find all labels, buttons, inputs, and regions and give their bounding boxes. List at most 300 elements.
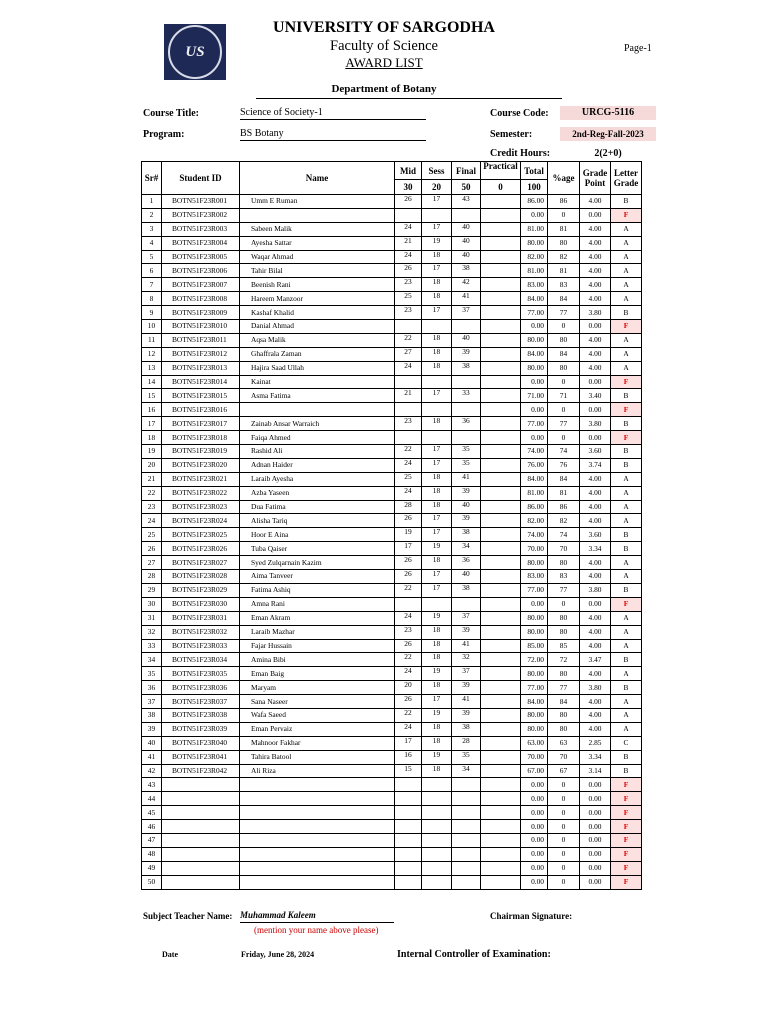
cell-grade-point: 4.00 bbox=[580, 333, 611, 347]
cell-sr: 14 bbox=[142, 375, 162, 389]
cell-practical bbox=[481, 778, 521, 792]
cell-grade-point: 3.34 bbox=[580, 750, 611, 764]
cell-mid: 24 bbox=[395, 361, 422, 375]
cell-final bbox=[452, 403, 481, 417]
cell-practical bbox=[481, 375, 521, 389]
table-row bbox=[142, 806, 642, 820]
cell-grade-point: 0.00 bbox=[580, 875, 611, 889]
cell-sr: 43 bbox=[142, 778, 162, 792]
cell-sr: 22 bbox=[142, 486, 162, 500]
table-row bbox=[142, 764, 642, 778]
cell-letter-grade: C bbox=[611, 736, 642, 750]
cell-sess: 17 bbox=[422, 306, 452, 320]
cell-total: 63.00 bbox=[521, 736, 548, 750]
cell-sr: 21 bbox=[142, 472, 162, 486]
cell-sess bbox=[422, 375, 452, 389]
cell-final: 42 bbox=[452, 278, 481, 292]
cell-percentage: 0 bbox=[548, 320, 580, 334]
cell-letter-grade: F bbox=[611, 806, 642, 820]
cell-mid: 22 bbox=[395, 333, 422, 347]
cell-practical bbox=[481, 333, 521, 347]
cell-grade-point: 4.00 bbox=[580, 236, 611, 250]
cell-student-id bbox=[162, 806, 240, 820]
cell-sr: 5 bbox=[142, 250, 162, 264]
cell-letter-grade: F bbox=[611, 208, 642, 222]
cell-sess: 17 bbox=[422, 458, 452, 472]
cell-letter-grade: A bbox=[611, 695, 642, 709]
cell-total: 76.00 bbox=[521, 458, 548, 472]
cell-grade-point: 4.00 bbox=[580, 556, 611, 570]
table-row bbox=[142, 361, 642, 375]
table-row bbox=[142, 278, 642, 292]
cell-percentage: 67 bbox=[548, 764, 580, 778]
cell-final: 39 bbox=[452, 681, 481, 695]
cell-sr: 39 bbox=[142, 722, 162, 736]
cell-name: Laraib Mazhar bbox=[240, 625, 395, 639]
cell-student-id: BOTN51F23R007 bbox=[162, 278, 240, 292]
cell-sr: 47 bbox=[142, 833, 162, 847]
cell-sr: 42 bbox=[142, 764, 162, 778]
cell-practical bbox=[481, 667, 521, 681]
cell-final: 41 bbox=[452, 639, 481, 653]
cell-sess: 18 bbox=[422, 764, 452, 778]
cell-final: 35 bbox=[452, 445, 481, 459]
cell-percentage: 82 bbox=[548, 514, 580, 528]
cell-percentage: 70 bbox=[548, 542, 580, 556]
cell-sess bbox=[422, 208, 452, 222]
cell-grade-point: 2.85 bbox=[580, 736, 611, 750]
cell-name: Amina Bibi bbox=[240, 653, 395, 667]
table-row bbox=[142, 556, 642, 570]
cell-mid: 27 bbox=[395, 347, 422, 361]
cell-letter-grade: A bbox=[611, 264, 642, 278]
cell-mid: 26 bbox=[395, 570, 422, 584]
program-value: BS Botany bbox=[240, 128, 426, 141]
cell-letter-grade: A bbox=[611, 292, 642, 306]
cell-total: 0.00 bbox=[521, 208, 548, 222]
cell-sess: 18 bbox=[422, 736, 452, 750]
cell-total: 0.00 bbox=[521, 861, 548, 875]
cell-total: 70.00 bbox=[521, 750, 548, 764]
cell-letter-grade: A bbox=[611, 236, 642, 250]
cell-total: 83.00 bbox=[521, 570, 548, 584]
cell-practical bbox=[481, 653, 521, 667]
cell-practical bbox=[481, 681, 521, 695]
cell-grade-point: 4.00 bbox=[580, 222, 611, 236]
cell-total: 67.00 bbox=[521, 764, 548, 778]
cell-student-id: BOTN51F23R033 bbox=[162, 639, 240, 653]
cell-sess bbox=[422, 403, 452, 417]
cell-final: 36 bbox=[452, 417, 481, 431]
cell-total: 84.00 bbox=[521, 472, 548, 486]
credit-hours-value: 2(2+0) bbox=[594, 148, 622, 159]
cell-sr: 48 bbox=[142, 847, 162, 861]
cell-mid: 24 bbox=[395, 611, 422, 625]
cell-final bbox=[452, 833, 481, 847]
cell-grade-point: 0.00 bbox=[580, 820, 611, 834]
cell-mid bbox=[395, 833, 422, 847]
cell-final: 38 bbox=[452, 361, 481, 375]
cell-practical bbox=[481, 389, 521, 403]
cell-grade-point: 4.00 bbox=[580, 264, 611, 278]
cell-practical bbox=[481, 417, 521, 431]
cell-name: Eman Pervaiz bbox=[240, 722, 395, 736]
cell-practical bbox=[481, 750, 521, 764]
table-row bbox=[142, 486, 642, 500]
credit-hours-label: Credit Hours: bbox=[490, 148, 551, 159]
controller-label: Internal Controller of Examination: bbox=[397, 949, 551, 960]
table-row bbox=[142, 653, 642, 667]
cell-total: 0.00 bbox=[521, 806, 548, 820]
cell-grade-point: 3.80 bbox=[580, 417, 611, 431]
cell-total: 74.00 bbox=[521, 445, 548, 459]
award-table-body bbox=[142, 195, 642, 890]
cell-sess: 18 bbox=[422, 486, 452, 500]
cell-sess: 18 bbox=[422, 556, 452, 570]
cell-student-id: BOTN51F23R039 bbox=[162, 722, 240, 736]
cell-final bbox=[452, 847, 481, 861]
cell-name bbox=[240, 833, 395, 847]
cell-practical bbox=[481, 542, 521, 556]
max-practical: 0 bbox=[481, 180, 521, 195]
cell-percentage: 0 bbox=[548, 375, 580, 389]
cell-final bbox=[452, 861, 481, 875]
cell-percentage: 74 bbox=[548, 445, 580, 459]
cell-percentage: 0 bbox=[548, 597, 580, 611]
cell-percentage: 80 bbox=[548, 611, 580, 625]
cell-sess: 18 bbox=[422, 653, 452, 667]
cell-student-id: BOTN51F23R013 bbox=[162, 361, 240, 375]
cell-name: Kashaf Khalid bbox=[240, 306, 395, 320]
cell-letter-grade: F bbox=[611, 847, 642, 861]
cell-sr: 3 bbox=[142, 222, 162, 236]
cell-student-id: BOTN51F23R030 bbox=[162, 597, 240, 611]
cell-practical bbox=[481, 847, 521, 861]
table-row bbox=[142, 722, 642, 736]
cell-name bbox=[240, 875, 395, 889]
table-row bbox=[142, 306, 642, 320]
cell-sess bbox=[422, 792, 452, 806]
cell-grade-point: 0.00 bbox=[580, 208, 611, 222]
cell-letter-grade: F bbox=[611, 833, 642, 847]
cell-grade-point: 4.00 bbox=[580, 278, 611, 292]
table-row bbox=[142, 695, 642, 709]
cell-student-id bbox=[162, 861, 240, 875]
cell-letter-grade: A bbox=[611, 222, 642, 236]
cell-student-id: BOTN51F23R031 bbox=[162, 611, 240, 625]
cell-practical bbox=[481, 208, 521, 222]
cell-sess: 17 bbox=[422, 695, 452, 709]
cell-mid bbox=[395, 861, 422, 875]
cell-student-id: BOTN51F23R001 bbox=[162, 195, 240, 209]
cell-mid: 23 bbox=[395, 306, 422, 320]
cell-mid bbox=[395, 820, 422, 834]
table-row bbox=[142, 389, 642, 403]
cell-final: 39 bbox=[452, 514, 481, 528]
cell-name: Syed Zulqarnain Kazim bbox=[240, 556, 395, 570]
cell-final: 37 bbox=[452, 306, 481, 320]
cell-practical bbox=[481, 528, 521, 542]
cell-name: Amna Rani bbox=[240, 597, 395, 611]
table-row bbox=[142, 222, 642, 236]
cell-student-id: BOTN51F23R005 bbox=[162, 250, 240, 264]
cell-grade-point: 3.60 bbox=[580, 445, 611, 459]
cell-total: 80.00 bbox=[521, 722, 548, 736]
table-row bbox=[142, 847, 642, 861]
table-row bbox=[142, 681, 642, 695]
cell-sr: 44 bbox=[142, 792, 162, 806]
cell-student-id: BOTN51F23R036 bbox=[162, 681, 240, 695]
cell-letter-grade: A bbox=[611, 556, 642, 570]
table-row bbox=[142, 833, 642, 847]
cell-student-id bbox=[162, 792, 240, 806]
program-label: Program: bbox=[143, 129, 185, 140]
table-row bbox=[142, 472, 642, 486]
cell-mid: 24 bbox=[395, 222, 422, 236]
cell-sr: 17 bbox=[142, 417, 162, 431]
cell-student-id bbox=[162, 833, 240, 847]
cell-sess bbox=[422, 597, 452, 611]
cell-letter-grade: B bbox=[611, 583, 642, 597]
table-row bbox=[142, 625, 642, 639]
cell-sr: 41 bbox=[142, 750, 162, 764]
cell-total: 0.00 bbox=[521, 403, 548, 417]
cell-sr: 4 bbox=[142, 236, 162, 250]
table-row bbox=[142, 820, 642, 834]
cell-grade-point: 4.00 bbox=[580, 708, 611, 722]
cell-final: 38 bbox=[452, 264, 481, 278]
cell-grade-point: 0.00 bbox=[580, 792, 611, 806]
cell-sr: 1 bbox=[142, 195, 162, 209]
cell-name: Fatima Ashiq bbox=[240, 583, 395, 597]
cell-percentage: 77 bbox=[548, 583, 580, 597]
cell-sess: 18 bbox=[422, 472, 452, 486]
cell-student-id: BOTN51F23R041 bbox=[162, 750, 240, 764]
header-row-top bbox=[142, 162, 642, 180]
cell-grade-point: 4.00 bbox=[580, 500, 611, 514]
cell-student-id: BOTN51F23R003 bbox=[162, 222, 240, 236]
cell-sr: 23 bbox=[142, 500, 162, 514]
course-title-label: Course Title: bbox=[143, 108, 200, 119]
cell-letter-grade: A bbox=[611, 486, 642, 500]
cell-percentage: 85 bbox=[548, 639, 580, 653]
cell-final bbox=[452, 806, 481, 820]
cell-percentage: 77 bbox=[548, 681, 580, 695]
cell-total: 84.00 bbox=[521, 292, 548, 306]
teacher-label: Subject Teacher Name: bbox=[143, 911, 233, 921]
cell-practical bbox=[481, 820, 521, 834]
cell-sess bbox=[422, 820, 452, 834]
cell-percentage: 0 bbox=[548, 875, 580, 889]
cell-student-id: BOTN51F23R017 bbox=[162, 417, 240, 431]
cell-mid bbox=[395, 875, 422, 889]
chairman-signature-label: Chairman Signature: bbox=[490, 911, 573, 921]
cell-total: 81.00 bbox=[521, 264, 548, 278]
col-grade-point: Grade Point bbox=[580, 162, 611, 195]
cell-total: 85.00 bbox=[521, 639, 548, 653]
cell-letter-grade: A bbox=[611, 278, 642, 292]
cell-name: Alisha Tariq bbox=[240, 514, 395, 528]
cell-sr: 45 bbox=[142, 806, 162, 820]
cell-mid bbox=[395, 806, 422, 820]
cell-percentage: 84 bbox=[548, 347, 580, 361]
cell-name: Waqar Ahmad bbox=[240, 250, 395, 264]
cell-sr: 7 bbox=[142, 278, 162, 292]
cell-sr: 34 bbox=[142, 653, 162, 667]
table-row bbox=[142, 208, 642, 222]
cell-practical bbox=[481, 320, 521, 334]
cell-letter-grade: A bbox=[611, 514, 642, 528]
cell-name: Asma Fatima bbox=[240, 389, 395, 403]
cell-mid: 23 bbox=[395, 417, 422, 431]
cell-final: 34 bbox=[452, 542, 481, 556]
cell-sr: 8 bbox=[142, 292, 162, 306]
cell-total: 0.00 bbox=[521, 375, 548, 389]
cell-practical bbox=[481, 639, 521, 653]
cell-percentage: 77 bbox=[548, 306, 580, 320]
max-mid: 30 bbox=[395, 180, 422, 195]
cell-letter-grade: A bbox=[611, 667, 642, 681]
cell-grade-point: 3.40 bbox=[580, 389, 611, 403]
cell-sr: 30 bbox=[142, 597, 162, 611]
cell-total: 81.00 bbox=[521, 222, 548, 236]
cell-practical bbox=[481, 486, 521, 500]
cell-sr: 26 bbox=[142, 542, 162, 556]
cell-sr: 38 bbox=[142, 708, 162, 722]
cell-name: Eman Baig bbox=[240, 667, 395, 681]
cell-letter-grade: B bbox=[611, 528, 642, 542]
cell-total: 77.00 bbox=[521, 583, 548, 597]
award-list-text: AWARD LIST bbox=[345, 55, 423, 70]
cell-mid: 26 bbox=[395, 695, 422, 709]
table-row bbox=[142, 431, 642, 445]
cell-final: 33 bbox=[452, 389, 481, 403]
table-row bbox=[142, 570, 642, 584]
cell-student-id: BOTN51F23R008 bbox=[162, 292, 240, 306]
cell-mid: 16 bbox=[395, 750, 422, 764]
cell-final: 40 bbox=[452, 333, 481, 347]
cell-total: 0.00 bbox=[521, 833, 548, 847]
cell-final: 38 bbox=[452, 722, 481, 736]
table-row bbox=[142, 639, 642, 653]
cell-sess bbox=[422, 833, 452, 847]
cell-practical bbox=[481, 861, 521, 875]
cell-sess: 18 bbox=[422, 500, 452, 514]
cell-practical bbox=[481, 695, 521, 709]
cell-grade-point: 3.47 bbox=[580, 653, 611, 667]
cell-practical bbox=[481, 597, 521, 611]
course-code-label: Course Code: bbox=[490, 108, 549, 119]
cell-sr: 6 bbox=[142, 264, 162, 278]
cell-practical bbox=[481, 875, 521, 889]
table-row bbox=[142, 708, 642, 722]
cell-name: Zainab Ansar Warraich bbox=[240, 417, 395, 431]
cell-grade-point: 3.80 bbox=[580, 306, 611, 320]
cell-sess: 17 bbox=[422, 583, 452, 597]
cell-mid: 22 bbox=[395, 708, 422, 722]
cell-mid: 22 bbox=[395, 653, 422, 667]
cell-sess: 19 bbox=[422, 750, 452, 764]
cell-letter-grade: B bbox=[611, 389, 642, 403]
cell-percentage: 80 bbox=[548, 333, 580, 347]
cell-total: 80.00 bbox=[521, 667, 548, 681]
cell-grade-point: 4.00 bbox=[580, 611, 611, 625]
cell-practical bbox=[481, 222, 521, 236]
cell-final: 39 bbox=[452, 347, 481, 361]
cell-grade-point: 3.34 bbox=[580, 542, 611, 556]
cell-letter-grade: F bbox=[611, 320, 642, 334]
cell-sess bbox=[422, 778, 452, 792]
cell-practical bbox=[481, 278, 521, 292]
cell-total: 77.00 bbox=[521, 681, 548, 695]
cell-student-id bbox=[162, 875, 240, 889]
cell-student-id: BOTN51F23R032 bbox=[162, 625, 240, 639]
cell-letter-grade: A bbox=[611, 500, 642, 514]
cell-final: 37 bbox=[452, 611, 481, 625]
cell-percentage: 84 bbox=[548, 472, 580, 486]
cell-practical bbox=[481, 514, 521, 528]
cell-mid: 24 bbox=[395, 458, 422, 472]
cell-mid bbox=[395, 778, 422, 792]
cell-final: 38 bbox=[452, 583, 481, 597]
cell-final: 40 bbox=[452, 236, 481, 250]
cell-sr: 50 bbox=[142, 875, 162, 889]
cell-mid bbox=[395, 208, 422, 222]
cell-grade-point: 3.80 bbox=[580, 681, 611, 695]
cell-name: Hoor E Aina bbox=[240, 528, 395, 542]
cell-sess: 18 bbox=[422, 333, 452, 347]
table-row bbox=[142, 347, 642, 361]
cell-sess: 19 bbox=[422, 611, 452, 625]
cell-practical bbox=[481, 764, 521, 778]
cell-grade-point: 0.00 bbox=[580, 778, 611, 792]
cell-mid: 22 bbox=[395, 445, 422, 459]
cell-final bbox=[452, 792, 481, 806]
cell-percentage: 0 bbox=[548, 778, 580, 792]
cell-grade-point: 4.00 bbox=[580, 361, 611, 375]
date-label: Date bbox=[162, 950, 178, 959]
col-percentage: %age bbox=[548, 162, 580, 195]
col-student-id: Student ID bbox=[162, 162, 240, 195]
table-row bbox=[142, 875, 642, 889]
max-final: 50 bbox=[452, 180, 481, 195]
cell-mid bbox=[395, 431, 422, 445]
cell-percentage: 86 bbox=[548, 195, 580, 209]
cell-student-id: BOTN51F23R035 bbox=[162, 667, 240, 681]
cell-letter-grade: B bbox=[611, 764, 642, 778]
cell-sess bbox=[422, 861, 452, 875]
cell-grade-point: 3.60 bbox=[580, 528, 611, 542]
cell-percentage: 80 bbox=[548, 236, 580, 250]
cell-sr: 12 bbox=[142, 347, 162, 361]
cell-grade-point: 4.00 bbox=[580, 667, 611, 681]
cell-letter-grade: B bbox=[611, 681, 642, 695]
table-row bbox=[142, 778, 642, 792]
cell-student-id: BOTN51F23R014 bbox=[162, 375, 240, 389]
cell-total: 0.00 bbox=[521, 778, 548, 792]
cell-sr: 19 bbox=[142, 445, 162, 459]
cell-total: 0.00 bbox=[521, 847, 548, 861]
cell-sr: 49 bbox=[142, 861, 162, 875]
cell-sess: 17 bbox=[422, 445, 452, 459]
cell-student-id: BOTN51F23R010 bbox=[162, 320, 240, 334]
cell-practical bbox=[481, 306, 521, 320]
cell-practical bbox=[481, 625, 521, 639]
cell-practical bbox=[481, 431, 521, 445]
cell-mid: 26 bbox=[395, 195, 422, 209]
cell-name: Hareem Manzoor bbox=[240, 292, 395, 306]
cell-percentage: 81 bbox=[548, 264, 580, 278]
